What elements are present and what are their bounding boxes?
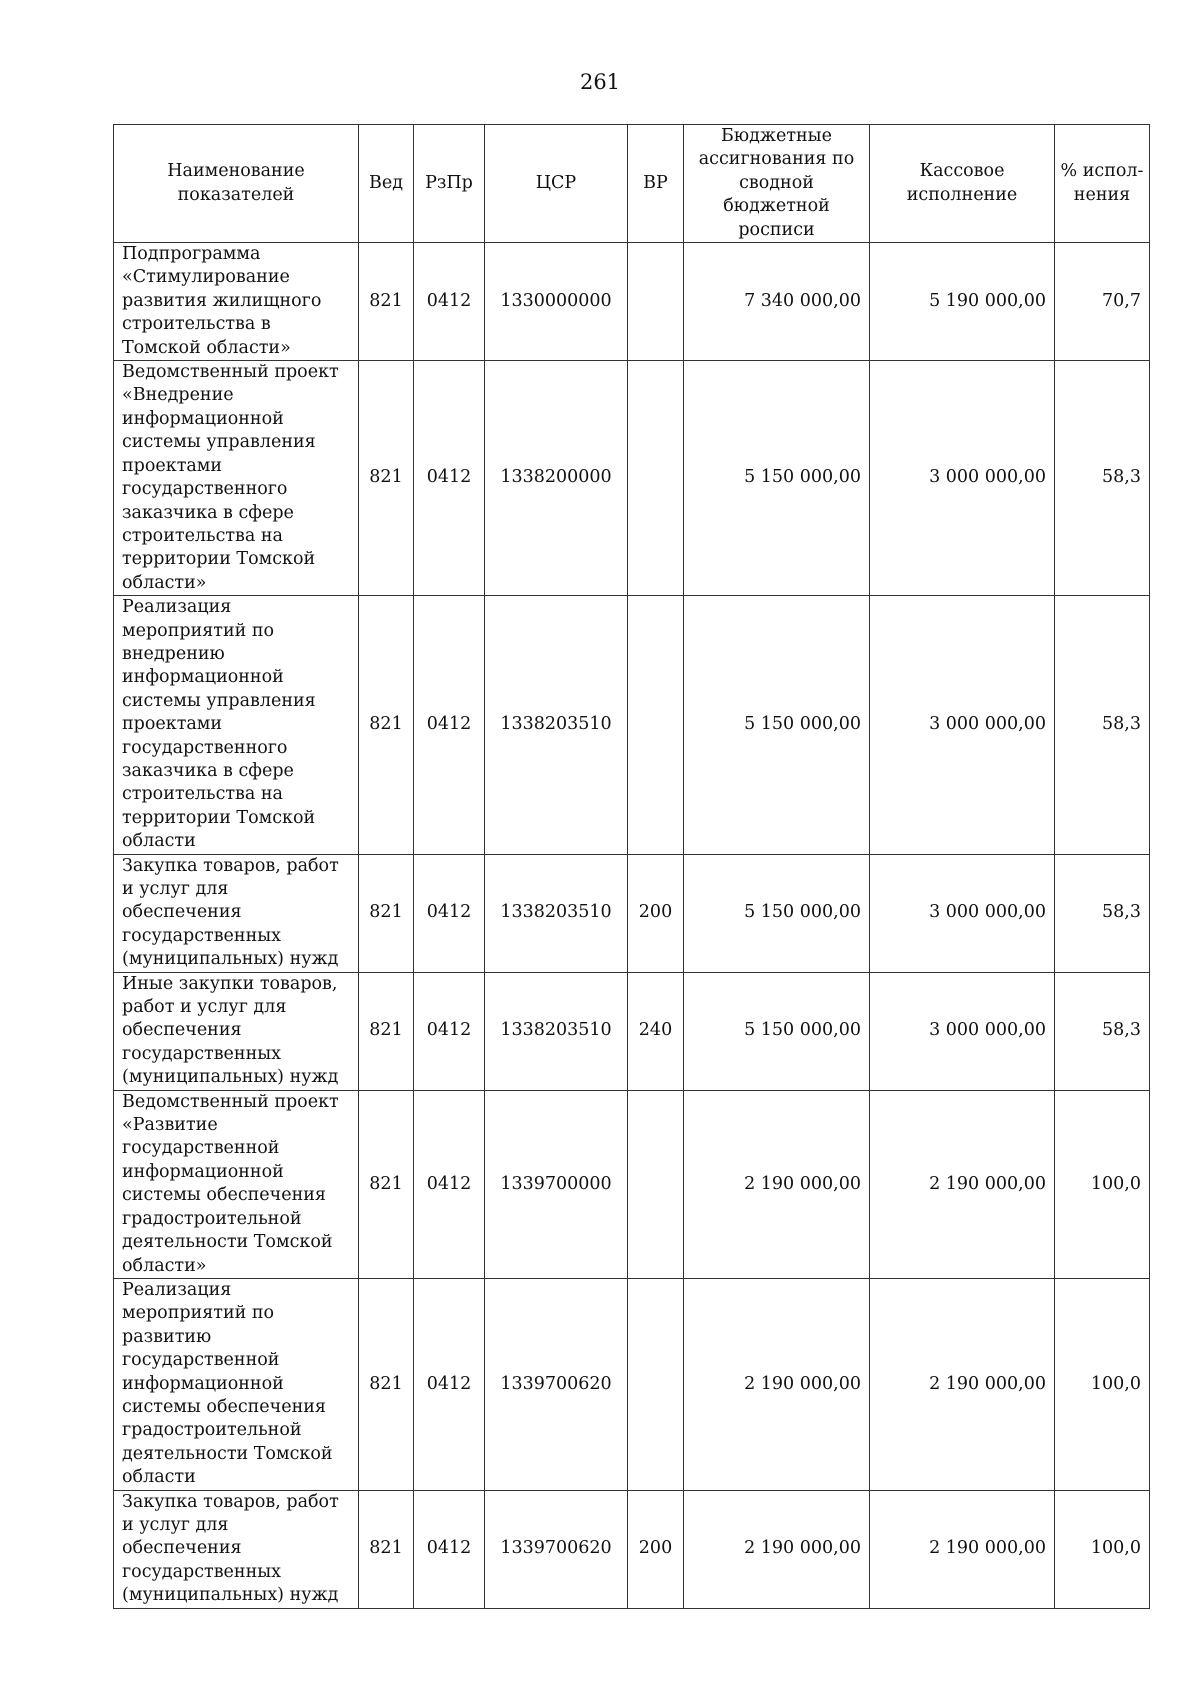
table-row — [114, 972, 1150, 1090]
cell-ved: 821 — [359, 1490, 414, 1608]
table-row — [114, 1278, 1150, 1490]
cell-vr — [628, 243, 684, 361]
header-percent: % испол-нения — [1055, 125, 1150, 243]
cell-ved: 821 — [359, 596, 414, 854]
cell-vr: 200 — [628, 854, 684, 972]
cell-percent: 58,3 — [1055, 972, 1150, 1090]
table-row — [114, 1490, 1150, 1608]
cell-cash: 2 190 000,00 — [870, 1278, 1055, 1490]
cell-assignments: 2 190 000,00 — [684, 1278, 870, 1490]
table-row — [114, 243, 1150, 361]
cell-ved: 821 — [359, 243, 414, 361]
header-rzpr: РзПр — [414, 125, 485, 243]
cell-rzpr: 0412 — [414, 361, 485, 596]
header-vr: ВР — [628, 125, 684, 243]
cell-csr: 1339700000 — [485, 1090, 628, 1278]
cell-rzpr: 0412 — [414, 1090, 485, 1278]
cell-csr: 1330000000 — [485, 243, 628, 361]
cell-percent: 70,7 — [1055, 243, 1150, 361]
table-body — [114, 243, 1150, 1609]
cell-percent: 100,0 — [1055, 1090, 1150, 1278]
cell-rzpr: 0412 — [414, 1278, 485, 1490]
cell-csr: 1339700620 — [485, 1490, 628, 1608]
cell-ved: 821 — [359, 361, 414, 596]
cell-vr — [628, 361, 684, 596]
cell-rzpr: 0412 — [414, 596, 485, 854]
cell-csr: 1339700620 — [485, 1278, 628, 1490]
table-row — [114, 596, 1150, 854]
cell-assignments: 2 190 000,00 — [684, 1490, 870, 1608]
cell-csr: 1338200000 — [485, 361, 628, 596]
cell-name: Реализация мероприятий по внедрению информационной системы управления проектами государственного заказчика в сфере строительства на территории Томской области — [114, 596, 359, 854]
page-number: 261 — [579, 70, 621, 94]
header-cash: Кассовое исполнение — [870, 125, 1055, 243]
cell-name: Закупка товаров, работ и услуг для обеспечения государственных (муниципальных) нужд — [114, 1490, 359, 1608]
cell-assignments: 5 150 000,00 — [684, 361, 870, 596]
cell-cash: 3 000 000,00 — [870, 361, 1055, 596]
cell-ved: 821 — [359, 1090, 414, 1278]
cell-percent: 58,3 — [1055, 361, 1150, 596]
cell-cash: 2 190 000,00 — [870, 1090, 1055, 1278]
cell-percent: 58,3 — [1055, 596, 1150, 854]
cell-vr — [628, 596, 684, 854]
header-csr: ЦСР — [485, 125, 628, 243]
cell-vr: 200 — [628, 1490, 684, 1608]
cell-name: Закупка товаров, работ и услуг для обеспечения государственных (муниципальных) нужд — [114, 854, 359, 972]
cell-assignments: 5 150 000,00 — [684, 972, 870, 1090]
cell-ved: 821 — [359, 854, 414, 972]
cell-csr: 1338203510 — [485, 972, 628, 1090]
cell-vr — [628, 1090, 684, 1278]
budget-execution-table — [113, 124, 1150, 1609]
cell-percent: 100,0 — [1055, 1278, 1150, 1490]
header-assignments: Бюджетные ассигнования по сводной бюджетной росписи — [684, 125, 870, 243]
cell-cash: 3 000 000,00 — [870, 972, 1055, 1090]
cell-csr: 1338203510 — [485, 854, 628, 972]
table-row — [114, 854, 1150, 972]
cell-cash: 5 190 000,00 — [870, 243, 1055, 361]
cell-cash: 3 000 000,00 — [870, 596, 1055, 854]
header-ved: Вед — [359, 125, 414, 243]
cell-assignments: 2 190 000,00 — [684, 1090, 870, 1278]
cell-ved: 821 — [359, 972, 414, 1090]
cell-percent: 100,0 — [1055, 1490, 1150, 1608]
cell-rzpr: 0412 — [414, 854, 485, 972]
cell-cash: 3 000 000,00 — [870, 854, 1055, 972]
table-row — [114, 361, 1150, 596]
cell-name: Подпрограмма «Стимулирование развития жилищного строительства в Томской области» — [114, 243, 359, 361]
cell-assignments: 5 150 000,00 — [684, 596, 870, 854]
table-row — [114, 1090, 1150, 1278]
cell-percent: 58,3 — [1055, 854, 1150, 972]
cell-assignments: 5 150 000,00 — [684, 854, 870, 972]
cell-name: Иные закупки товаров, работ и услуг для обеспечения государственных (муниципальных) нужд — [114, 972, 359, 1090]
cell-name: Ведомственный проект «Развитие государственной информационной системы обеспечения градостроительной деятельности Томской области» — [114, 1090, 359, 1278]
cell-ved: 821 — [359, 1278, 414, 1490]
cell-rzpr: 0412 — [414, 1490, 485, 1608]
cell-cash: 2 190 000,00 — [870, 1490, 1055, 1608]
cell-assignments: 7 340 000,00 — [684, 243, 870, 361]
cell-name: Ведомственный проект «Внедрение информационной системы управления проектами государственного заказчика в сфере строительства на территории Томской области» — [114, 361, 359, 596]
header-name: Наименование показателей — [114, 125, 359, 243]
cell-rzpr: 0412 — [414, 243, 485, 361]
cell-vr — [628, 1278, 684, 1490]
cell-rzpr: 0412 — [414, 972, 485, 1090]
cell-name: Реализация мероприятий по развитию государственной информационной системы обеспечения градостроительной деятельности Томской области — [114, 1278, 359, 1490]
table-header-row — [114, 125, 1150, 243]
cell-vr: 240 — [628, 972, 684, 1090]
cell-csr: 1338203510 — [485, 596, 628, 854]
